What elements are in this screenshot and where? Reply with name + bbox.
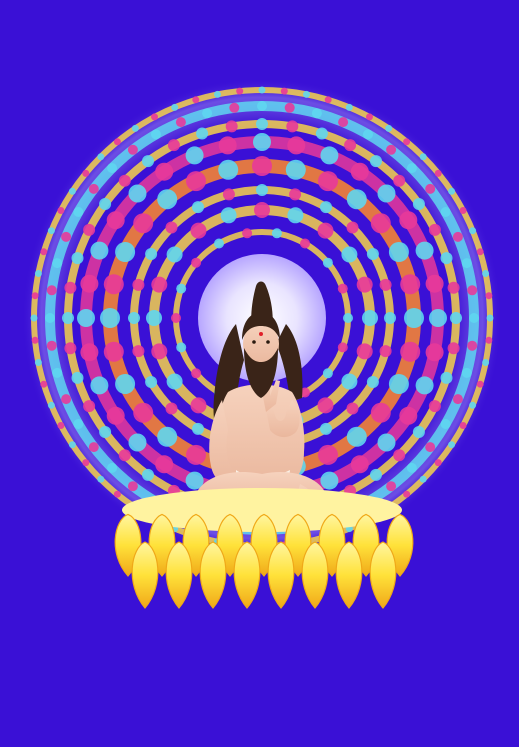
halo-ornament	[462, 258, 472, 268]
halo-ornament	[132, 125, 139, 132]
halo-ornament	[371, 403, 391, 423]
halo-ornament	[186, 445, 206, 465]
halo-ornament	[142, 469, 154, 481]
halo-ornament	[453, 394, 463, 404]
halo-ornament	[191, 368, 201, 378]
halo-ornament	[48, 402, 55, 409]
right-eye	[266, 340, 270, 344]
halo-ornament	[252, 156, 272, 176]
halo-ornament	[171, 313, 181, 323]
halo-ornament	[72, 252, 84, 264]
halo-ornament	[128, 312, 140, 324]
halo-ornament	[320, 201, 332, 213]
halo-ornament	[318, 223, 334, 239]
halo-ornament	[115, 242, 135, 262]
halo-ornament	[367, 376, 379, 388]
halo-ornament	[344, 139, 356, 151]
halo-ornament	[97, 476, 104, 483]
halo-ornament	[386, 481, 396, 491]
halo-ornament	[48, 227, 55, 234]
halo-ornament	[52, 258, 62, 268]
halo-ornament	[380, 345, 392, 357]
halo-ornament	[351, 455, 369, 473]
halo-ornament	[176, 117, 186, 127]
halo-ornament	[370, 469, 382, 481]
halo-ornament	[35, 359, 42, 366]
halo-ornament	[425, 184, 435, 194]
left-eye	[252, 340, 256, 344]
halo-ornament	[426, 275, 444, 293]
halo-ornament	[347, 189, 367, 209]
halo-ornament	[97, 153, 104, 160]
halo-ornament	[107, 211, 125, 229]
halo-ornament	[191, 258, 201, 268]
halo-ornament	[441, 372, 453, 384]
halo-ornament	[453, 232, 463, 242]
halo-ornament	[343, 313, 353, 323]
halo-ornament	[435, 170, 442, 177]
halo-ornament	[485, 337, 492, 344]
halo-ornament	[129, 185, 147, 203]
halo-ornament	[77, 309, 95, 327]
halo-ornament	[316, 128, 328, 140]
halo-ornament	[219, 136, 237, 154]
halo-ornament	[399, 211, 417, 229]
halo-ornament	[399, 407, 417, 425]
halo-ornament	[323, 368, 333, 378]
halo-ornament	[448, 342, 460, 354]
halo-ornament	[435, 459, 442, 466]
halo-ornament	[114, 491, 121, 498]
halo-ornament	[469, 227, 476, 234]
halo-ornament	[132, 279, 144, 291]
halo-ornament	[338, 342, 348, 352]
halo-ornament	[286, 160, 306, 180]
halo-ornament	[64, 342, 76, 354]
halo-ornament	[429, 224, 441, 236]
halo-ornament	[171, 104, 178, 111]
halo-ornament	[80, 275, 98, 293]
halo-ornament	[341, 247, 357, 263]
halo-ornament	[166, 222, 178, 234]
halo-ornament	[448, 282, 460, 294]
halo-ornament	[83, 224, 95, 236]
halo-ornament	[312, 108, 322, 118]
halo-ornament	[214, 239, 224, 249]
halo-ornament	[256, 184, 268, 196]
halo-ornament	[323, 258, 333, 268]
halo-ornament	[229, 103, 239, 113]
halo-ornament	[202, 108, 212, 118]
halo-ornament	[378, 434, 396, 452]
halo-ornament	[287, 136, 305, 154]
halo-ornament	[416, 376, 434, 394]
halo-ornament	[104, 274, 124, 294]
halo-ornament	[57, 207, 64, 214]
halo-ornament	[168, 139, 180, 151]
halo-ornament	[287, 207, 303, 223]
halo-ornament	[357, 343, 373, 359]
halo-ornament	[128, 145, 138, 155]
halo-ornament	[40, 248, 47, 255]
halo-ornament	[221, 207, 237, 223]
halo-ornament	[386, 145, 396, 155]
halo-ornament	[31, 315, 38, 322]
halo-ornament	[485, 292, 492, 299]
halo-ornament	[363, 129, 373, 139]
halo-ornament	[347, 222, 359, 234]
halo-ornament	[157, 427, 177, 447]
halo-ornament	[441, 252, 453, 264]
halo-ornament	[253, 133, 271, 151]
halo-ornament	[186, 146, 204, 164]
halo-ornament	[32, 292, 39, 299]
halo-ornament	[155, 163, 173, 181]
halo-ornament	[107, 407, 125, 425]
tilak-mark	[259, 332, 263, 336]
halo-ornament	[425, 442, 435, 452]
halo-ornament	[90, 376, 108, 394]
halo-ornament	[347, 403, 359, 415]
halo-ornament	[72, 372, 84, 384]
halo-ornament	[145, 376, 157, 388]
halo-ornament	[378, 185, 396, 203]
halo-ornament	[259, 87, 266, 94]
halo-ornament	[393, 175, 405, 187]
halo-ornament	[448, 188, 455, 195]
halo-ornament	[61, 232, 71, 242]
halo-ornament	[371, 213, 391, 233]
halo-ornament	[99, 198, 111, 210]
halo-ornament	[320, 423, 332, 435]
halo-ornament	[132, 345, 144, 357]
halo-ornament	[151, 277, 167, 293]
halo-ornament	[128, 481, 138, 491]
halo-ornament	[62, 312, 74, 324]
halo-ornament	[223, 188, 235, 200]
halo-ornament	[214, 91, 221, 98]
halo-ornament	[389, 242, 409, 262]
halo-ornament	[325, 96, 332, 103]
halo-ornament	[119, 175, 131, 187]
halo-ornament	[107, 163, 117, 173]
halo-ornament	[115, 374, 135, 394]
halo-ornament	[35, 270, 42, 277]
halo-ornament	[462, 368, 472, 378]
halo-ornament	[482, 359, 489, 366]
halo-ornament	[351, 163, 369, 181]
halo-ornament	[155, 455, 173, 473]
halo-ornament	[83, 400, 95, 412]
halo-ornament	[357, 277, 373, 293]
halo-ornament	[133, 213, 153, 233]
halo-ornament	[448, 441, 455, 448]
halo-ornament	[441, 207, 451, 217]
halo-ornament	[289, 188, 301, 200]
halo-ornament	[429, 309, 447, 327]
halo-ornament	[272, 228, 282, 238]
halo-ornament	[367, 248, 379, 260]
halo-ornament	[300, 239, 310, 249]
halo-ornament	[469, 313, 479, 323]
halo-ornament	[404, 308, 424, 328]
halo-ornament	[64, 282, 76, 294]
halo-ornament	[254, 202, 270, 218]
halo-ornament	[186, 171, 206, 191]
halo-ornament	[256, 118, 268, 130]
halo-ornament	[467, 285, 477, 295]
halo-ornament	[129, 434, 147, 452]
halo-ornament	[429, 400, 441, 412]
halo-ornament	[441, 419, 451, 429]
halo-ornament	[400, 274, 420, 294]
halo-ornament	[303, 91, 310, 98]
halo-ornament	[107, 463, 117, 473]
halo-ornament	[257, 101, 267, 111]
halo-ornament	[52, 368, 62, 378]
halo-ornament	[366, 113, 373, 120]
halo-ornament	[167, 374, 183, 390]
halo-ornament	[413, 426, 425, 438]
halo-ornament	[73, 207, 83, 217]
halo-ornament	[166, 403, 178, 415]
halo-ornament	[385, 125, 392, 132]
halo-ornament	[196, 128, 208, 140]
halo-ornament	[460, 422, 467, 429]
halo-ornament	[226, 120, 238, 132]
halo-ornament	[176, 284, 186, 294]
halo-ornament	[192, 96, 199, 103]
halo-ornament	[192, 423, 204, 435]
halo-ornament	[133, 403, 153, 423]
halo-ornament	[151, 343, 167, 359]
halo-ornament	[407, 163, 417, 173]
halo-ornament	[286, 120, 298, 132]
halo-ornament	[384, 312, 396, 324]
halo-ornament	[477, 248, 484, 255]
halo-ornament	[82, 170, 89, 177]
halo-ornament	[151, 113, 158, 120]
halo-ornament	[61, 394, 71, 404]
halo-ornament	[69, 441, 76, 448]
halo-ornament	[320, 146, 338, 164]
halo-ornament	[341, 374, 357, 390]
halo-ornament	[57, 422, 64, 429]
halo-ornament	[426, 343, 444, 361]
halo-ornament	[47, 341, 57, 351]
halo-ornament	[90, 242, 108, 260]
halo-ornament	[347, 427, 367, 447]
halo-ornament	[318, 397, 334, 413]
halo-ornament	[192, 201, 204, 213]
halo-ornament	[413, 198, 425, 210]
halo-ornament	[69, 188, 76, 195]
halo-ornament	[32, 337, 39, 344]
halo-ornament	[145, 248, 157, 260]
halo-ornament	[420, 476, 427, 483]
halo-ornament	[146, 310, 162, 326]
halo-ornament	[320, 472, 338, 490]
halo-ornament	[370, 155, 382, 167]
halo-ornament	[416, 242, 434, 260]
halo-ornament	[420, 153, 427, 160]
halo-ornament	[389, 374, 409, 394]
halo-ornament	[393, 449, 405, 461]
halo-ornament	[191, 397, 207, 413]
halo-ornament	[114, 138, 121, 145]
halo-ornament	[338, 284, 348, 294]
halo-ornament	[82, 459, 89, 466]
halo-ornament	[460, 207, 467, 214]
halo-ornament	[285, 103, 295, 113]
halo-ornament	[482, 270, 489, 277]
halo-ornament	[73, 419, 83, 429]
halo-ornament	[167, 247, 183, 263]
halo-ornament	[40, 381, 47, 388]
halo-ornament	[80, 343, 98, 361]
halo-ornament	[450, 312, 462, 324]
halo-ornament	[467, 341, 477, 351]
halo-ornament	[318, 445, 338, 465]
halo-ornament	[477, 381, 484, 388]
halo-ornament	[236, 88, 243, 95]
halo-ornament	[100, 308, 120, 328]
halo-ornament	[176, 342, 186, 352]
halo-ornament	[338, 117, 348, 127]
halo-ornament	[346, 104, 353, 111]
halo-ornament	[403, 138, 410, 145]
halo-ornament	[407, 463, 417, 473]
halo-ornament	[487, 315, 494, 322]
halo-ornament	[380, 279, 392, 291]
halo-ornament	[242, 228, 252, 238]
halo-ornament	[47, 285, 57, 295]
halo-ornament	[281, 88, 288, 95]
halo-ornament	[45, 313, 55, 323]
halo-ornament	[191, 223, 207, 239]
halo-ornament	[89, 184, 99, 194]
halo-ornament	[119, 449, 131, 461]
halo-ornament	[218, 160, 238, 180]
halo-ornament	[99, 426, 111, 438]
halo-ornament	[142, 155, 154, 167]
halo-ornament	[151, 129, 161, 139]
halo-ornament	[89, 442, 99, 452]
halo-ornament	[362, 310, 378, 326]
halo-ornament	[469, 402, 476, 409]
halo-ornament	[157, 189, 177, 209]
halo-ornament	[403, 491, 410, 498]
halo-ornament	[104, 342, 124, 362]
halo-ornament	[318, 171, 338, 191]
halo-ornament	[400, 342, 420, 362]
